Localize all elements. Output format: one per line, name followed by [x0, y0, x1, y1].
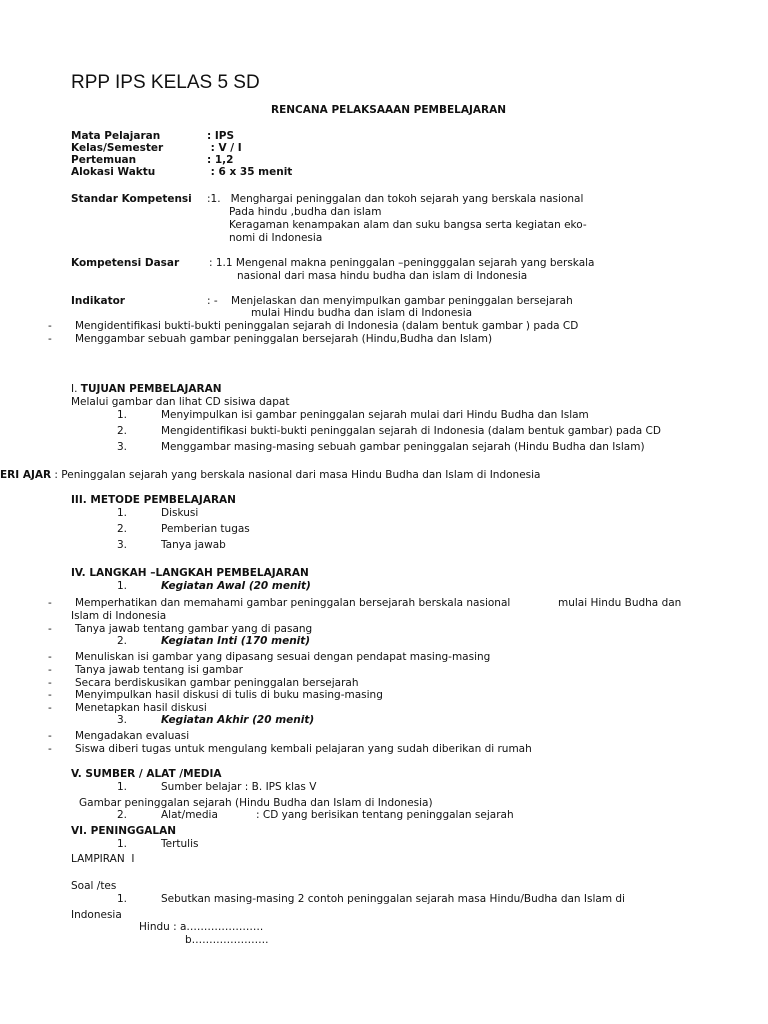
kegiatan-inti-title: Kegiatan Inti (170 menit): [161, 635, 311, 647]
standar-kompetensi-line: Pada hindu ,budha dan islam: [229, 206, 382, 218]
list-number: 1.: [117, 580, 128, 592]
lampiran-title: LAMPIRAN I: [71, 853, 135, 865]
standar-kompetensi-line: Keragaman kenampakan alam dan suku bangsa serta kegiatan eko-: [229, 219, 587, 231]
section-heading: VI. PENINGGALAN: [71, 825, 176, 837]
list-number: 2.: [117, 635, 128, 647]
materi-ajar-line: [0, 469, 540, 482]
kegiatan-bullet: Menetapkan hasil diskusi: [75, 702, 207, 714]
list-item: Alat/media: [161, 809, 218, 821]
section-number: I.: [71, 383, 81, 395]
standar-kompetensi-line: :1. Menghargai peninggalan dan tokoh sejarah yang berskala nasional: [207, 193, 584, 205]
kegiatan-akhir-title: Kegiatan Akhir (20 menit): [161, 714, 315, 726]
standar-kompetensi-line: nomi di Indonesia: [229, 232, 323, 244]
list-item-value: : CD yang berisikan tentang peninggalan sejarah: [256, 809, 514, 821]
answer-line: b………………….: [185, 934, 269, 946]
kegiatan-bullet: Tanya jawab tentang gambar yang di pasang: [75, 623, 313, 635]
bullet-dash: -: [48, 333, 52, 345]
kegiatan-bullet-cont: mulai Hindu Budha dan: [558, 597, 682, 609]
question-text: Sebutkan masing-masing 2 contoh peninggalan sejarah masa Hindu/Budha dan Islam di: [161, 893, 625, 905]
bullet-dash: -: [48, 623, 52, 635]
kegiatan-bullet: Secara berdiskusikan gambar peninggalan bersejarah: [75, 677, 359, 689]
indikator-label: Indikator: [71, 295, 125, 307]
kegiatan-bullet: Siswa diberi tugas untuk mengulang kembali pelajaran yang sudah diberikan di rumah: [75, 743, 532, 755]
list-item: Pemberian tugas: [161, 523, 250, 535]
list-item: Tanya jawab: [161, 539, 226, 551]
list-item: Menyimpulkan isi gambar peninggalan sejarah mulai dari Hindu Budha dan Islam: [161, 409, 589, 421]
list-number: 1.: [117, 838, 128, 850]
list-number: 3.: [117, 714, 128, 726]
kegiatan-bullet: Tanya jawab tentang isi gambar: [75, 664, 243, 676]
answer-line: Hindu : a………………….: [139, 921, 264, 933]
bullet-dash: -: [48, 677, 52, 689]
list-number: 3.: [117, 441, 128, 453]
kegiatan-bullet-cont: Islam di Indonesia: [71, 610, 167, 622]
list-number: 2.: [117, 425, 128, 437]
materi-ajar-label: ERI AJAR: [0, 469, 52, 481]
list-number: 1.: [117, 781, 128, 793]
bullet-dash: -: [48, 730, 52, 742]
indikator-line: mulai Hindu budha dan islam di Indonesia: [251, 307, 473, 319]
bullet-dash: -: [48, 597, 52, 609]
pertemuan-label: Pertemuan: [71, 154, 137, 166]
indikator-bullet: Mengidentifikasi bukti-bukti peninggalan sejarah di Indonesia (dalam bentuk gambar ) pada CD: [75, 320, 579, 332]
kelas-semester-label: Kelas/Semester: [71, 142, 164, 154]
mata-pelajaran-value: : IPS: [207, 130, 235, 142]
bullet-dash: -: [48, 651, 52, 663]
kegiatan-awal-title: Kegiatan Awal (20 menit): [161, 580, 311, 592]
indikator-bullet: Menggambar sebuah gambar peninggalan bersejarah (Hindu,Budha dan Islam): [75, 333, 493, 345]
list-item: Menggambar masing-masing sebuah gambar peninggalan sejarah (Hindu Budha dan Islam): [161, 441, 645, 453]
bullet-dash: -: [48, 320, 52, 332]
kegiatan-bullet: Memperhatikan dan memahami gambar peninggalan bersejarah berskala nasional: [75, 597, 511, 609]
kompetensi-dasar-line: : 1.1 Mengenal makna peninggalan –peningggalan sejarah yang berskala: [209, 257, 595, 269]
list-number: 2.: [117, 523, 128, 535]
list-item: Tertulis: [161, 838, 199, 850]
plan-heading: RENCANA PELAKSAAAN PEMBELAJARAN: [271, 104, 506, 116]
soal-label: Soal /tes: [71, 880, 117, 892]
bullet-dash: -: [48, 743, 52, 755]
list-item: Sumber belajar : B. IPS klas V: [161, 781, 317, 793]
alokasi-waktu-value: : 6 x 35 menit: [207, 166, 293, 178]
section-heading: [71, 383, 222, 396]
list-number: 2.: [117, 809, 128, 821]
kegiatan-bullet: Menuliskan isi gambar yang dipasang sesuai dengan pendapat masing-masing: [75, 651, 491, 663]
standar-kompetensi-label: Standar Kompetensi: [71, 193, 192, 205]
tujuan-intro: Melalui gambar dan lihat CD sisiwa dapat: [71, 396, 290, 408]
mata-pelajaran-label: Mata Pelajaran: [71, 130, 161, 142]
bullet-dash: -: [48, 689, 52, 701]
section-heading: III. METODE PEMBELAJARAN: [71, 494, 236, 506]
section-heading: V. SUMBER / ALAT /MEDIA: [71, 768, 222, 780]
kegiatan-bullet: Menyimpulkan hasil diskusi di tulis di buku masing-masing: [75, 689, 383, 701]
kegiatan-bullet: Mengadakan evaluasi: [75, 730, 190, 742]
section-heading: IV. LANGKAH –LANGKAH PEMBELAJARAN: [71, 567, 309, 579]
kompetensi-dasar-line: nasional dari masa hindu budha dan islam di Indonesia: [237, 270, 528, 282]
materi-ajar-text: : Peninggalan sejarah yang berskala nasional dari masa Hindu Budha dan Islam di Indonesia: [51, 469, 541, 481]
list-number: 1.: [117, 409, 128, 421]
bullet-dash: -: [48, 702, 52, 714]
sumber-gambar: Gambar peninggalan sejarah (Hindu Budha dan Islam di Indonesia): [79, 797, 433, 809]
list-item: Diskusi: [161, 507, 199, 519]
list-number: 3.: [117, 539, 128, 551]
question-text-cont: Indonesia: [71, 909, 122, 921]
kelas-semester-value: : V / I: [207, 142, 242, 154]
kompetensi-dasar-label: Kompetensi Dasar: [71, 257, 180, 269]
bullet-dash: -: [48, 664, 52, 676]
pertemuan-value: : 1,2: [207, 154, 234, 166]
section-heading-text: TUJUAN PEMBELAJARAN: [80, 383, 222, 395]
indikator-line: : - Menjelaskan dan menyimpulkan gambar peninggalan bersejarah: [207, 295, 573, 307]
list-number: 1.: [117, 507, 128, 519]
list-number: 1.: [117, 893, 128, 905]
document-title: RPP IPS KELAS 5 SD: [71, 72, 260, 93]
alokasi-waktu-label: Alokasi Waktu: [71, 166, 156, 178]
list-item: Mengidentifikasi bukti-bukti peninggalan sejarah di Indonesia (dalam bentuk gambar) pada CD: [161, 425, 661, 437]
